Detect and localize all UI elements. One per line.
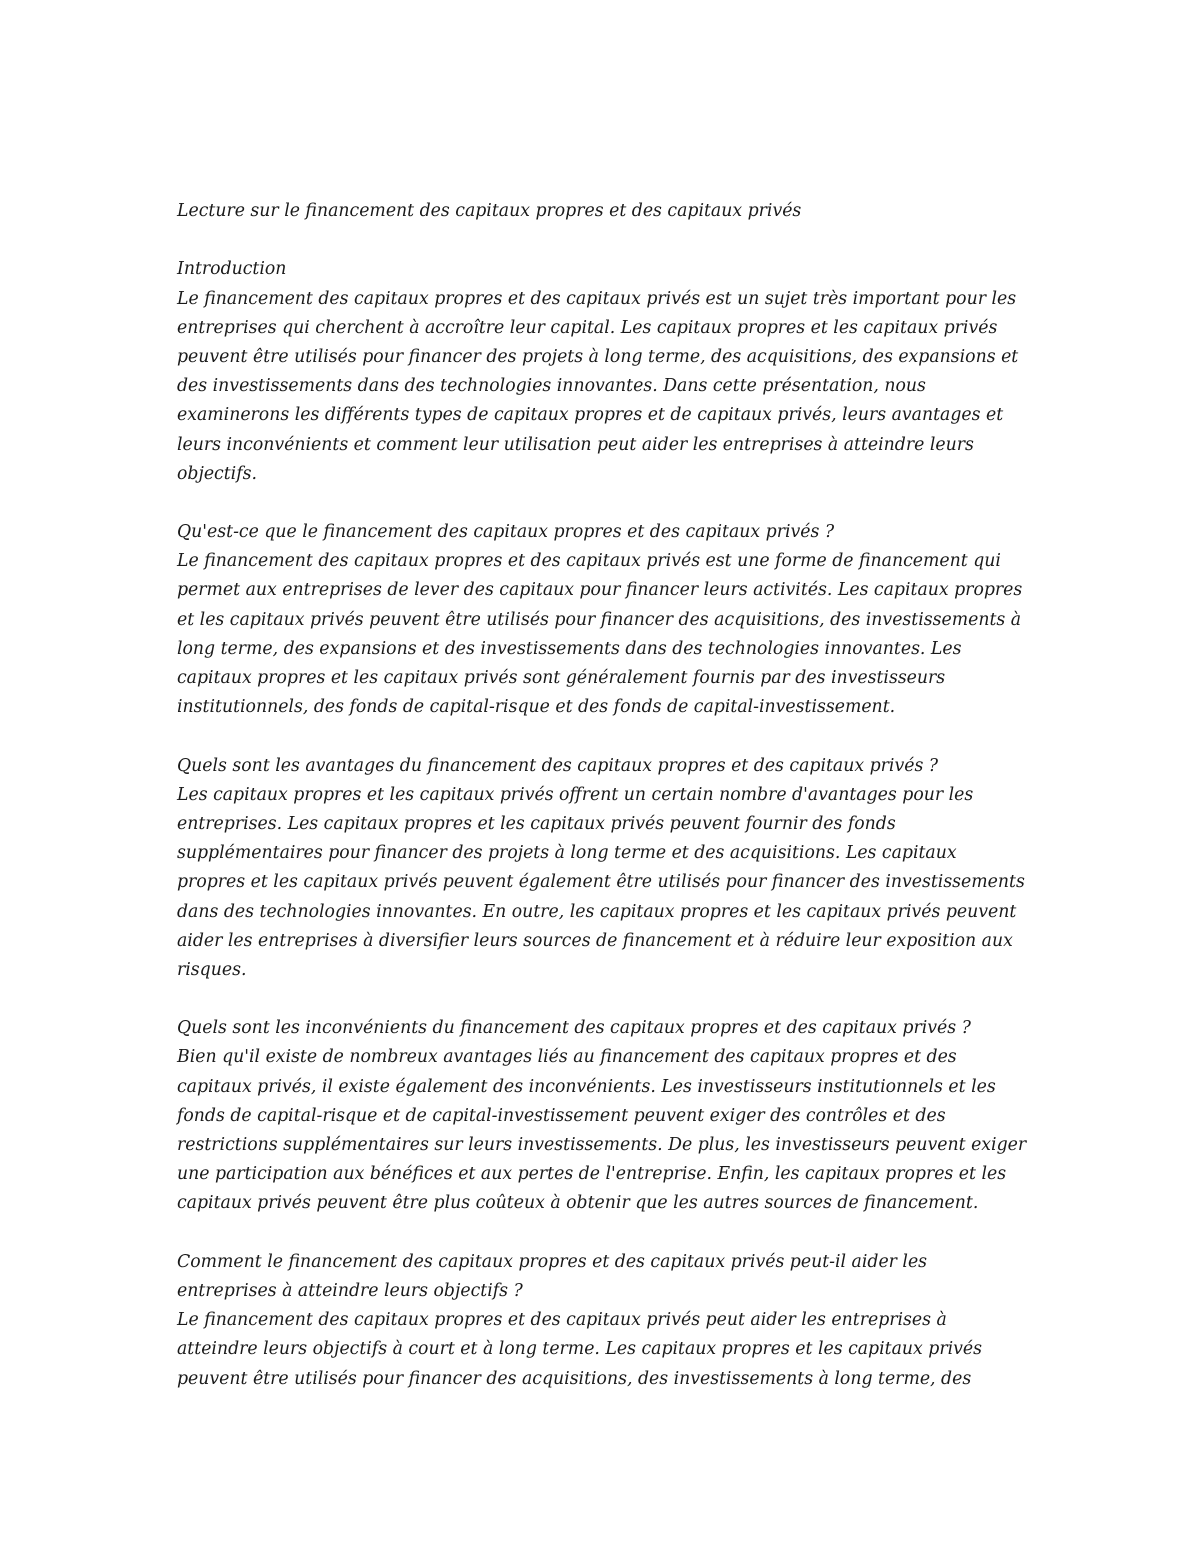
body-text-line: peuvent être utilisés pour financer des acquisitions, des investissements à long terme, des (177, 1368, 972, 1389)
body-text-line: dans des technologies innovantes. En outre, les capitaux propres et les capitaux privés peuvent (177, 901, 1017, 922)
body-text-line: Le financement des capitaux propres et des capitaux privés est une forme de financement qui (177, 551, 1001, 572)
paragraph-gap (177, 489, 1037, 518)
document-section (177, 1014, 1037, 1218)
document-section (177, 1248, 1037, 1394)
body-text-line: entreprises. Les capitaux propres et les capitaux privés peuvent fournir des fonds (177, 813, 896, 834)
body-text-line: institutionnels, des fonds de capital-risque et des fonds de capital-investissement. (177, 697, 896, 718)
section-heading-line: Comment le financement des capitaux propres et des capitaux privés peut-il aider les (177, 1251, 928, 1272)
body-text-line: entreprises qui cherchent à accroître leur capital. Les capitaux propres et les capitaux privés (177, 317, 998, 338)
section-heading-line: Quels sont les avantages du financement des capitaux propres et des capitaux privés ? (177, 755, 939, 776)
body-text-line: permet aux entreprises de lever des capitaux pour financer leurs activités. Les capitaux propres (177, 580, 1023, 601)
body-text-line: fonds de capital-risque et de capital-investissement peuvent exiger des contrôles et des (177, 1105, 946, 1126)
paragraph-gap (177, 985, 1037, 1014)
body-text-line: supplémentaires pour financer des projets à long terme et des acquisitions. Les capitaux (177, 843, 957, 864)
body-text-line: objectifs. (177, 463, 257, 484)
body-text-line: capitaux privés, il existe également des inconvénients. Les investisseurs institutionnels et les (177, 1076, 996, 1097)
body-text-line: leurs inconvénients et comment leur utilisation peut aider les entreprises à atteindre leurs (177, 434, 974, 455)
paragraph-gap (177, 226, 1037, 255)
section-heading-line: Qu'est-ce que le financement des capitaux propres et des capitaux privés ? (177, 522, 835, 543)
paragraph-gap (177, 722, 1037, 751)
body-text-line: capitaux propres et les capitaux privés sont généralement fournis par des investisseurs (177, 668, 946, 688)
document-title: Lecture sur le financement des capitaux propres et des capitaux privés (177, 201, 802, 221)
body-text-line: atteindre leurs objectifs à court et à long terme. Les capitaux propres et les capitaux privés (177, 1339, 982, 1360)
document-section (177, 518, 1037, 722)
body-text-line: propres et les capitaux privés peuvent également être utilisés pour financer des investissements (177, 872, 1025, 893)
body-text-line: peuvent être utilisés pour financer des projets à long terme, des acquisitions, des expansions et (177, 346, 1019, 367)
section-heading-line: Introduction (177, 259, 287, 280)
document-section (177, 752, 1037, 986)
body-text-line: capitaux privés peuvent être plus coûteux à obtenir que les autres sources de financement. (177, 1193, 979, 1214)
body-text-line: examinerons les différents types de capitaux propres et de capitaux privés, leurs avantages et (177, 405, 1004, 426)
body-text-line: restrictions supplémentaires sur leurs investissements. De plus, les investisseurs peuvent exiger (177, 1135, 1027, 1155)
section-heading-line: entreprises à atteindre leurs objectifs ? (177, 1280, 523, 1301)
body-text-line: une participation aux bénéfices et aux pertes de l'entreprise. Enfin, les capitaux propres et les (177, 1164, 1007, 1185)
body-text-line: long terme, des expansions et des investissements dans des technologies innovantes. Les (177, 638, 962, 659)
body-text-line: aider les entreprises à diversifier leurs sources de financement et à réduire leur exposition aux (177, 930, 1013, 951)
body-text-line: et les capitaux privés peuvent être utilisés pour financer des acquisitions, des investissements à (177, 609, 1022, 630)
section-heading-line: Quels sont les inconvénients du financement des capitaux propres et des capitaux privés ? (177, 1018, 971, 1039)
body-text-line: Le financement des capitaux propres et des capitaux privés est un sujet très important pour les (177, 288, 1017, 309)
paragraph-gap (177, 1219, 1037, 1248)
body-text-line: risques. (177, 959, 247, 980)
body-text-line: Les capitaux propres et les capitaux privés offrent un certain nombre d'avantages pour les (177, 784, 974, 805)
body-text-line: Bien qu'il existe de nombreux avantages liés au financement des capitaux propres et des (177, 1047, 957, 1068)
body-text-line: des investissements dans des technologies innovantes. Dans cette présentation, nous (177, 376, 926, 397)
document-section (177, 255, 1037, 489)
body-text-line: Le financement des capitaux propres et des capitaux privés peut aider les entreprises à (177, 1310, 947, 1331)
document-content (177, 197, 1037, 1394)
